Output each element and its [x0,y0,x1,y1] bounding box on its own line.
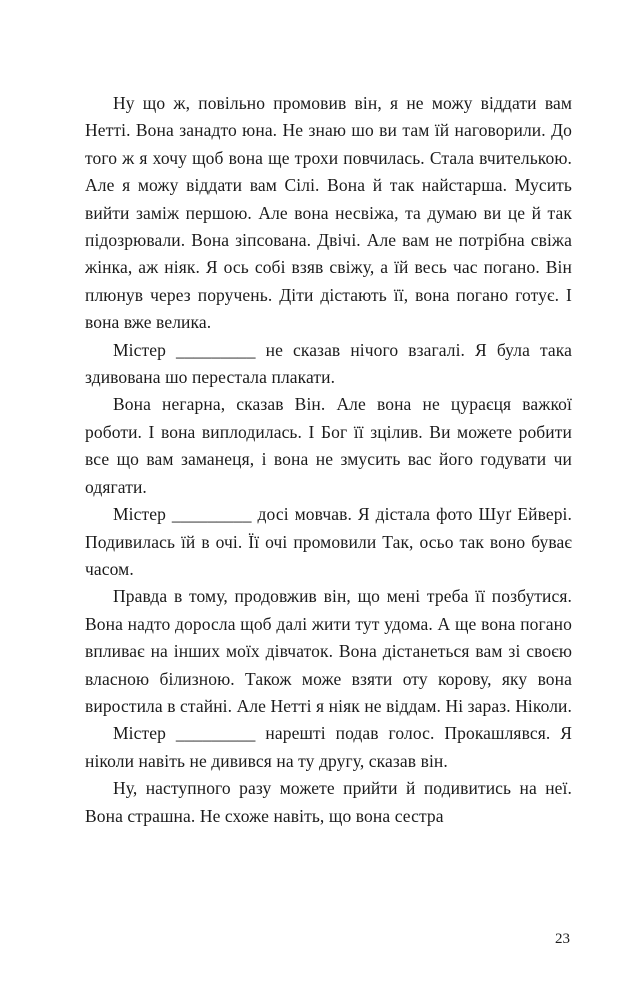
page-number: 23 [555,931,570,947]
page-text [85,90,572,830]
paragraph: Містер _________ нарешті подав голос. Прокашлявся. Я ніколи навіть не дивився на ту другу, сказав він. [85,723,572,771]
paragraph: Містер _________ досі мовчав. Я дістала фото Шуґ Ейвері. Подивилась їй в очі. Її очі промовили Так, осьо так воно буває часом. [85,504,572,579]
paragraph: Ну що ж, повільно промовив він, я не можу віддати вам Нетті. Вона занадто юна. Не знаю шо ви там їй наговорили. До того ж я хочу щоб вона ще трохи повчилась. Стала вчителькою. Але я можу віддати вам Сілі. Вона й так найстарша. Мусить вийти заміж першою. Але вона несвіжа, та думаю ви це й так підозрювали. Вона зіпсована. Двічі. Але вам не потрібна свіжа жінка, аж ніяк. Я ось собі взяв свіжу, а їй весь час погано. Він плюнув через поручень. Діти дістають її, вона погано готує. І вона вже велика. [85,93,572,333]
paragraph: Ну, наступного разу можете прийти й подивитись на неї. Вона страшна. Не схоже навіть, що вона сестра [85,778,572,826]
paragraph: Вона негарна, сказав Він. Але вона не цураєця важкої роботи. І вона виплодилась. І Бог її зцілив. Ви можете робити все що вам заманеця, і вона не змусить вас його годувати чи одягати. [85,394,572,497]
paragraph: Містер _________ не сказав нічого взагалі. Я була така здивована шо перестала плакати. [85,339,572,388]
paragraph: Правда в тому, продовжив він, що мені треба її позбутися. Вона надто доросла щоб далі жити тут удома. А ще вона погано впливає на інших моїх дівчаток. Вона дістанеться вам зі своєю власною білизною. Також може взяти оту корову, яку вона виростила в стайні. Але Нетті я ніяк не віддам. Ні зараз. Ніколи. [85,586,572,716]
